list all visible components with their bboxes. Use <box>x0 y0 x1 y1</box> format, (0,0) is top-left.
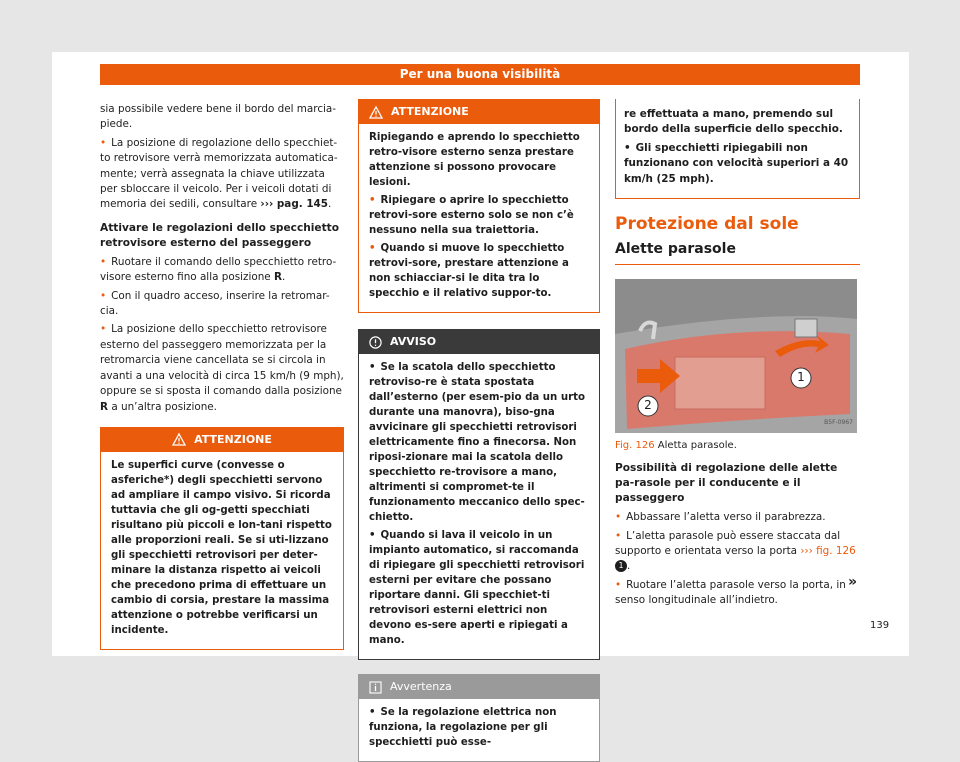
notice-title: AVVISO <box>390 335 437 349</box>
warning-title: ATTENZIONE <box>391 105 469 119</box>
warning-text: Le superfici curve (convesse o asferiche*) degli specchietti servono ad ampliare il campo visivo. Si ricorda tuttavia che gli og-getti specchiati risultano più piccoli e lon-tani rispetto alle proporzioni reali. Se si uti-lizzano gli specchietti retrovisori per deter-minare la distanza rispetto ai veicoli che precedono prima di effettuare un cambio di corsia, prestare la massima attenzione o potrebbe verificarsi un incidente. <box>111 459 332 636</box>
bullet-item: • Ruotare il comando dello specchietto retro-visore esterno fino alla posizione R. <box>100 255 344 286</box>
notice-header <box>359 330 599 354</box>
notice-box <box>358 329 600 660</box>
note-header <box>359 675 599 699</box>
page-link[interactable]: ››› pag. 145 <box>260 198 329 211</box>
sun-visor-figure <box>615 279 857 433</box>
continue-arrow: » <box>848 574 858 590</box>
warning-icon <box>172 433 186 446</box>
heading: Attivare le regolazioni dello specchietto retrovisore esterno del passeggero <box>100 221 339 249</box>
warning-header <box>101 428 343 452</box>
section-title: Protezione dal sole <box>615 214 799 235</box>
callout-1: 1 <box>797 369 805 384</box>
heading: Possibilità di regolazione delle alette pa-rasole per il conducente e il passeggero <box>615 462 838 505</box>
figure-code: B5F-0967 <box>824 419 853 427</box>
bullet-item: • Con il quadro acceso, inserire la retromar-cia. <box>100 289 344 320</box>
subsection-title: Alette parasole <box>615 242 860 264</box>
warning-text: Ripiegando e aprendo lo specchietto retro-visore esterno senza prestare attenzione si possono provocare lesioni. • Ripiegare o aprire lo specchietto retrovi-sore esterno solo se non c’è nessuno nella sua traiettoria. • Quando si muove lo specchietto retrovi-sore, prestare attenzione a non schiacciar-si le dita tra lo specchio e il relativo suppor-to. <box>359 124 599 312</box>
column-1 <box>100 102 344 650</box>
warning-box <box>358 99 600 313</box>
page-header: Per una buona visibilità <box>100 64 860 85</box>
bullet-item: • L’aletta parasole può essere staccata dal supporto e orientata verso la porta ››› fig. 126 1 . <box>615 529 860 575</box>
note-box <box>358 674 600 762</box>
bullet-item: • La posizione di regolazione dello specchiet-to retrovisore verrà memorizzata automatica-mente; verrà assegnata la chiave utilizzata per sbloccare il veicolo. Per i veicoli dotati di memoria dei sedili, consultare ››› pag. 145. <box>100 136 344 213</box>
note-title: Avvertenza <box>390 680 452 694</box>
callout-ref-1: 1 <box>615 560 627 572</box>
page-number: 139 <box>870 620 890 631</box>
figure-link[interactable]: ››› fig. 126 <box>800 545 856 558</box>
paragraph: sia possibile vedere bene il bordo del marcia-piede. <box>100 103 337 131</box>
note-icon <box>369 681 382 694</box>
warning-box <box>100 427 344 650</box>
warning-title: ATTENZIONE <box>194 433 272 447</box>
bullet-item: • Abbassare l’aletta verso il parabrezza. <box>615 510 860 525</box>
callout-2: 2 <box>644 397 652 412</box>
column-2 <box>358 99 600 762</box>
info-icon <box>369 336 382 349</box>
column-3 <box>615 99 860 612</box>
note-continuation: re effettuata a mano, premendo sul bordo della superficie dello specchio. • Gli specchietti ripiegabili non funzionano con velocità superiori a 40 km/h (25 mph). <box>615 99 860 199</box>
bullet-item: • Ruotare l’aletta parasole verso la porta, in senso longitudinale all’indietro. <box>615 578 860 609</box>
notice-text: • Se la scatola dello specchietto retroviso-re è stata spostata dall’esterno (per esem-pio da un urto durante una manovra), biso-gna avvicinare gli specchietti retrovisori elettricamente fino a finecorsa. Non riposi-zionare mai la scatola dello specchietto re-trovisore a mano, altrimenti si compromet-te il funzionamento meccanico dello spec-chietto. • Quando si lava il veicolo in un impianto automatico, si raccomanda di ripiegare gli specchietti retrovisori esterni per evitare che possano riportare danni. Gli specchiet-ti retrovisori esterni elettrici non devono es-sere aperti e ripiegati a mano. <box>359 354 599 659</box>
warning-icon <box>369 106 383 119</box>
warning-header <box>359 100 599 124</box>
figure-caption: Fig. 126 Aletta parasole. <box>615 439 737 451</box>
note-text: • Se la regolazione elettrica non funziona, la regolazione per gli specchietti può esse- <box>359 699 599 761</box>
bullet-item: • La posizione dello specchietto retrovisore esterno del passeggero memorizzata per la retromarcia viene cancellata se si circola in avanti a una velocità di circa 15 km/h (9 mph), oppure se si sposta il comando dalla posizione R a un’altra posizione. <box>100 322 344 414</box>
